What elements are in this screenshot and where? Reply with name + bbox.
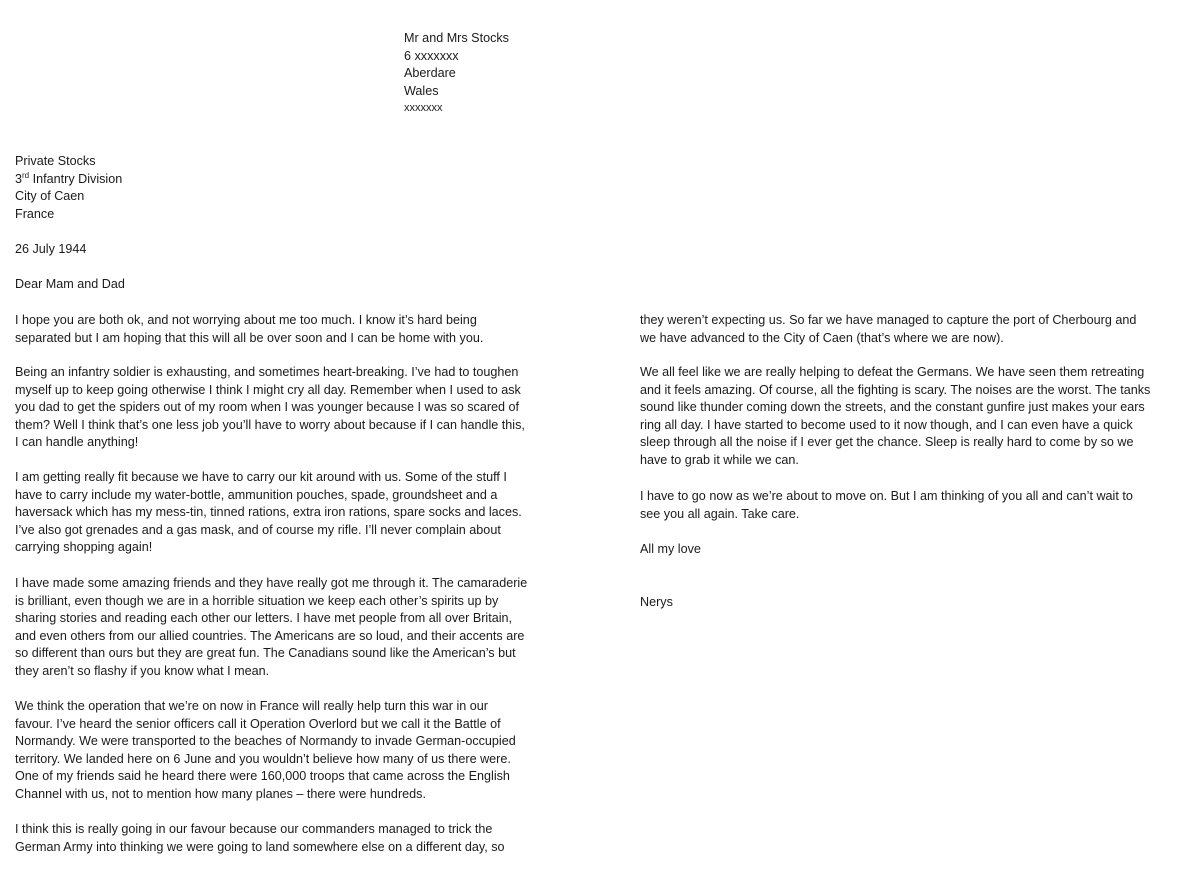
paragraph-line: separated but I am hoping that this will all be over soon and I can be home with you. bbox=[15, 330, 484, 345]
left-paragraph-5 bbox=[15, 698, 516, 803]
paragraph-line: favour. I’ve heard the senior officers call it Operation Overlord but we call it the Battle of bbox=[15, 716, 501, 731]
paragraph-line: and it feels amazing. Of course, all the fighting is scary. The noises are the worst. The tanks bbox=[640, 382, 1151, 397]
closing: All my love bbox=[640, 542, 701, 556]
salutation: Dear Mam and Dad bbox=[15, 277, 125, 291]
left-paragraph-2 bbox=[15, 364, 525, 452]
left-paragraph-6 bbox=[15, 821, 505, 856]
paragraph-line: myself up to keep going otherwise I think I might cry all day. Remember when I used to ask bbox=[15, 382, 521, 397]
paragraph-line: carrying shopping again! bbox=[15, 540, 153, 554]
paragraph-line: We all feel like we are really helping to defeat the Germans. We have seen them retreating bbox=[640, 365, 1145, 379]
paragraph-line: We think the operation that we’re on now in France will really help turn this war in our bbox=[15, 699, 488, 713]
recipient-street: 6 xxxxxxx bbox=[404, 48, 459, 63]
paragraph-line: One of my friends said he heard there were 160,000 troops that came across the English bbox=[15, 769, 510, 783]
paragraph-line: have to grab it while we can. bbox=[640, 452, 799, 467]
division-suffix: rd bbox=[22, 170, 30, 180]
paragraph-line: have to carry include my water-bottle, ammunition pouches, spade, groundsheet and a bbox=[15, 487, 498, 502]
paragraph-line: you dad to get the spiders out of my room when I was younger because I was so scared of bbox=[15, 400, 520, 414]
paragraph-line: so different than ours but they are great fun. The Canadians sound like the American’s but bbox=[15, 646, 516, 660]
paragraph-line: Channel with us, not to mention how many planes – there were hundreds. bbox=[15, 786, 426, 801]
paragraph-line: sound like thunder coming down the streets, and the constant gunfire just makes your ears bbox=[640, 400, 1145, 414]
left-paragraph-4 bbox=[15, 575, 527, 680]
right-paragraph-1 bbox=[640, 312, 1136, 347]
sender-address bbox=[15, 153, 122, 223]
left-paragraph-3 bbox=[15, 469, 522, 557]
paragraph-line: them? Well I think that’s one less job you’ll have to worry about because if I can handle this, bbox=[15, 417, 525, 432]
paragraph-line: Being an infantry soldier is exhausting, and sometimes heart-breaking. I’ve had to toughen bbox=[15, 365, 519, 379]
recipient-country: Wales bbox=[404, 83, 439, 98]
paragraph-line: I have made some amazing friends and they have really got me through it. The camaraderie bbox=[15, 576, 528, 590]
paragraph-line: is brilliant, even though we are in a horrible situation we keep each other’s spirits up by bbox=[15, 593, 499, 608]
signature: Nerys bbox=[640, 595, 673, 609]
left-paragraph-1 bbox=[15, 312, 483, 347]
paragraph-line: sharing stories and reading each other our letters. I have met people from all over Britain, bbox=[15, 611, 513, 625]
recipient-postcode: xxxxxxx bbox=[404, 102, 443, 114]
paragraph-line: I’ve also got grenades and a gas mask, and of course my rifle. I’ll never complain about bbox=[15, 522, 501, 537]
division-number: 3 bbox=[15, 171, 23, 186]
sender-city: City of Caen bbox=[15, 189, 85, 203]
recipient-town: Aberdare bbox=[404, 66, 456, 80]
right-paragraph-2 bbox=[640, 364, 1150, 469]
paragraph-line: they aren’t so flashy if you know what I mean. bbox=[15, 663, 270, 678]
paragraph-line: I can handle anything! bbox=[15, 435, 139, 449]
sender-division bbox=[15, 171, 122, 189]
sender-country: France bbox=[15, 206, 55, 221]
paragraph-line: haversack which has my mess-tin, tinned rations, extra iron rations, spare socks and laces. bbox=[15, 505, 522, 519]
paragraph-line: I hope you are both ok, and not worrying about me too much. I know it’s hard being bbox=[15, 313, 477, 327]
paragraph-line: see you all again. Take care. bbox=[640, 506, 800, 521]
paragraph-line: sleep through all the noise if I ever get the chance. Sleep is really hard to come by so we bbox=[640, 435, 1134, 449]
recipient-address bbox=[404, 30, 509, 118]
paragraph-line: German Army into thinking we were going to land somewhere else on a different day, so bbox=[15, 839, 505, 854]
paragraph-line: we have advanced to the City of Caen (that’s where we are now). bbox=[640, 330, 1004, 345]
paragraph-line: ring all day. I have started to become used to it now though, and I can even have a quick bbox=[640, 417, 1133, 432]
paragraph-line: I am getting really fit because we have to carry our kit around with us. Some of the stuff I bbox=[15, 470, 507, 484]
recipient-name: Mr and Mrs Stocks bbox=[404, 31, 509, 45]
right-paragraph-3 bbox=[640, 488, 1133, 523]
paragraph-line: territory. We landed here on 6 June and you wouldn’t believe how many of us there were. bbox=[15, 751, 511, 766]
paragraph-line: I have to go now as we’re about to move on. But I am thinking of you all and can’t wait to bbox=[640, 489, 1133, 503]
paragraph-line: Normandy. We were transported to the beaches of Normandy to invade German-occupied bbox=[15, 734, 516, 748]
division-rest: Infantry Division bbox=[29, 171, 123, 186]
sender-name: Private Stocks bbox=[15, 154, 96, 168]
paragraph-line: they weren’t expecting us. So far we have managed to capture the port of Cherbourg and bbox=[640, 313, 1137, 327]
paragraph-line: and even others from our allied countries. The Americans are so loud, and their accents are bbox=[15, 628, 525, 643]
paragraph-line: I think this is really going in our favour because our commanders managed to trick the bbox=[15, 822, 493, 836]
letter-date: 26 July 1944 bbox=[15, 242, 87, 256]
